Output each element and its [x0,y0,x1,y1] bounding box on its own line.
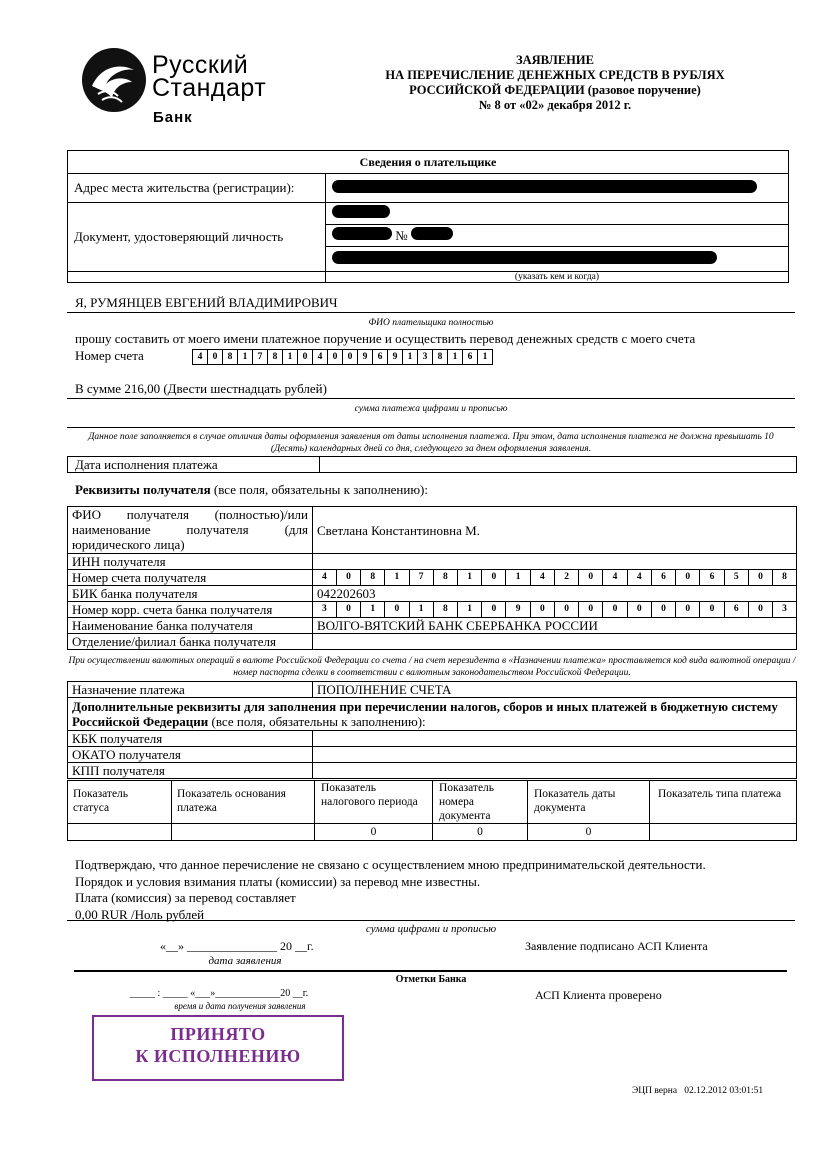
amount-text: В сумме 216,00 (Двести шестнадцать рублей) [75,381,327,396]
payer-section-title: Сведения о плательщике [68,151,789,174]
payer-account-digit: 3 [418,350,433,365]
recipient-account-digit: 1 [385,570,409,585]
purpose-value: ПОПОЛНЕНИЕ СЧЕТА [313,682,797,698]
recipient-account-digit: 8 [433,570,457,585]
divider [67,398,795,399]
document-issuer-redacted [326,247,789,272]
bank-name-label: Наименование банка получателя [68,618,313,634]
recipient-account-digit: 1 [506,570,530,585]
kbk-value [313,731,797,747]
kbk-label: КБК получателя [68,731,313,747]
document-number-redacted: № [326,225,789,247]
recipient-account-value [313,570,797,586]
payer-account-digit: 6 [373,350,388,365]
digital-signature-status: ЭЦП верна 02.12.2012 03:01:51 [632,1086,764,1096]
okato-label: ОКАТО получателя [68,747,313,763]
payer-account-digit: 9 [358,350,373,365]
corr-account-digit: 0 [603,602,627,617]
address-label: Адрес места жительства (регистрации): [68,174,326,203]
payer-account-digits [192,349,493,365]
document-label: Документ, удостоверяющий личность [68,203,326,272]
recipient-account-digit: 8 [361,570,385,585]
recipient-account-label: Номер счета получателя [68,570,313,586]
issued-hint: (указать кем и когда) [326,272,789,283]
divider [67,312,795,313]
col-basis: Показатель основания платежа [172,781,315,824]
corr-account-digit: 9 [506,602,530,617]
corr-account-value [313,602,797,618]
col-period: Показатель налогового периода [315,781,433,824]
recipient-account-digit: 0 [579,570,603,585]
document-title: ЗАЯВЛЕНИЕ НА ПЕРЕЧИСЛЕНИЕ ДЕНЕЖНЫХ СРЕДСТВ В РУБЛЯХ РОССИЙСКОЙ ФЕДЕРАЦИИ (разовое поручение) № 8 от «02» декабря 2012 г. [385,53,725,112]
corr-account-digit: 3 [773,602,796,617]
payer-account-digit: 0 [328,350,343,365]
exec-date-label: Дата исполнения платежа [68,457,320,473]
payer-account-digit: 6 [463,350,478,365]
purpose-tax-table [67,681,797,779]
corr-account-label: Номер корр. счета банка получателя [68,602,313,618]
request-text: прошу составить от моего имени платежное поручение и осуществить перевод денежных средств с моего счета [75,331,696,346]
recipient-account-digit: 2 [554,570,578,585]
payer-account-digit: 1 [283,350,298,365]
payer-account-digit: 4 [193,350,208,365]
recipient-account-digit: 4 [322,572,327,582]
receipt-time-hint: время и дата получения заявления [174,1001,306,1011]
bank-logo-text: Русский Стандарт [152,51,267,102]
payer-account-digit: 8 [223,350,238,365]
col-docnum: Показатель номера документа [433,781,528,824]
corr-account-digit: 1 [361,602,385,617]
corr-account-digit: 0 [700,602,724,617]
recipient-account-digit: 4 [530,570,554,585]
tax-heading: Дополнительные реквизиты для заполнения при перечислении налогов, сборов и иных платежей в бюджетную систему Российской Федерации (все поля, обязательны к заполнению): [68,698,797,731]
recipient-account-digit: 8 [773,570,796,585]
asp-checked: АСП Клиента проверено [535,988,662,1002]
exec-date-value [320,457,797,473]
date-note: Данное поле заполняется в случае отличия даты оформления заявления от даты исполнения платежа. При этом, дата исполнения платежа не должна превышать 10 (Десять) календарных дней со дня, следующего за днем оформления заявления. [88,432,774,454]
recipient-account-digit: 0 [748,570,772,585]
col-status: Показатель статуса [68,781,172,824]
bank-marks-title: Отметки Банка [395,974,467,985]
corr-account-digit: 3 [322,604,327,614]
recipient-account-digit: 0 [336,570,360,585]
bank-logo-emblem [82,48,146,112]
recipient-name-label: ФИО получателя (полностью)/или наименование получателя (для юридического лица) [68,507,313,554]
application-date-blank: «__» _______________ 20 __г. [160,939,314,953]
corr-account-digit: 0 [385,602,409,617]
okato-value [313,747,797,763]
bank-name-value: ВОЛГО-ВЯТСКИЙ БАНК СБЕРБАНКА РОССИИ [313,618,797,634]
recipient-account-digit: 5 [724,570,748,585]
payer-name-hint: ФИО плательщика полностью [368,318,494,328]
recipient-account-digit: 7 [409,570,433,585]
corr-account-digit: 0 [676,602,700,617]
document-series-redacted [326,203,789,225]
payer-account-digit: 4 [313,350,328,365]
bank-marks-divider [74,970,787,972]
tax-indicators-table [67,780,797,841]
address-value-redacted [326,174,789,203]
payer-account-digit: 0 [343,350,358,365]
val-docnum: 0 [433,824,528,841]
recipient-account-digit: 1 [458,570,482,585]
inn-value [313,554,797,570]
currency-note: При осуществлении валютных операций в валюте Российской Федерации со счета / на счет нерезидента в «Назначении платежа» проставляется код вида валютной операции / номер паспорта сделки в соответствии с валютным законодательством Российской Федерации. [68,656,796,678]
corr-account-digit: 0 [530,602,554,617]
fee-hint: сумма цифрами и прописью [365,923,497,935]
corr-account-digit: 0 [651,602,675,617]
payer-account-digit: 0 [298,350,313,365]
signed-text: Заявление подписано АСП Клиента [525,939,708,953]
amount-hint: сумма платежа цифрами и прописью [354,404,508,414]
payer-account-digit: 0 [208,350,223,365]
inn-label: ИНН получателя [68,554,313,570]
corr-account-digit: 1 [409,602,433,617]
purpose-label: Назначение платежа [68,682,313,698]
branch-label: Отделение/филиал банка получателя [68,634,313,650]
payer-account-digit: 1 [478,350,493,365]
recipient-account-digit: 4 [603,570,627,585]
recipient-account-digit: 4 [627,570,651,585]
corr-account-digit: 0 [554,602,578,617]
corr-account-digit: 0 [627,602,651,617]
bik-value: 042202603 [313,586,797,602]
kpp-value [313,763,797,779]
recipient-account-digit: 6 [700,570,724,585]
divider [67,920,795,921]
payer-account-digit: 7 [253,350,268,365]
val-docdate: 0 [528,824,650,841]
payer-full-name: Я, РУМЯНЦЕВ ЕВГЕНИЙ ВЛАДИМИРОВИЧ [75,295,338,310]
recipient-account-digit: 6 [651,570,675,585]
branch-value [313,634,797,650]
payer-account-digit: 1 [403,350,418,365]
application-date-hint: дата заявления [208,955,282,967]
bank-logo-subtitle: Банк [153,109,193,126]
account-number-label: Номер счета [75,348,144,363]
confirmation-block: Подтверждаю, что данное перечисление не связано с осуществлением мною предпринимательской деятельности. Порядок и условия взимания платы (комиссии) за перевод мне известны. Плата (комиссия) за перевод составляет 0,00 RUR /Ноль рублей [75,857,706,922]
recipient-account-digit: 0 [676,570,700,585]
divider [67,427,795,428]
payer-account-digit: 8 [268,350,283,365]
corr-account-digit: 0 [748,602,772,617]
recipient-account-digit: 0 [482,570,506,585]
payer-account-digit: 1 [448,350,463,365]
payer-info-table [67,150,789,283]
exec-date-table [67,456,797,473]
corr-account-digit: 8 [433,602,457,617]
bik-label: БИК банка получателя [68,586,313,602]
corr-account-digit: 6 [724,602,748,617]
payer-account-digit: 9 [388,350,403,365]
accepted-stamp: ПРИНЯТО К ИСПОЛНЕНИЮ [92,1015,344,1081]
col-docdate: Показатель даты документа [528,781,650,824]
recipient-name-value: Светлана Константиновна М. [313,507,797,554]
payer-account-digit: 8 [433,350,448,365]
payer-account-digit: 1 [238,350,253,365]
corr-account-digit: 0 [482,602,506,617]
corr-account-digit: 1 [458,602,482,617]
col-type: Показатель типа платежа [650,781,797,824]
recipient-heading: Реквизиты получателя (все поля, обязательны к заполнению): [75,482,428,497]
kpp-label: КПП получателя [68,763,313,779]
corr-account-digit: 0 [579,602,603,617]
val-period: 0 [315,824,433,841]
receipt-time-blank: _____ : _____ «___»_____________20 __г. [130,988,309,999]
corr-account-digit: 0 [336,602,360,617]
recipient-table [67,506,797,650]
